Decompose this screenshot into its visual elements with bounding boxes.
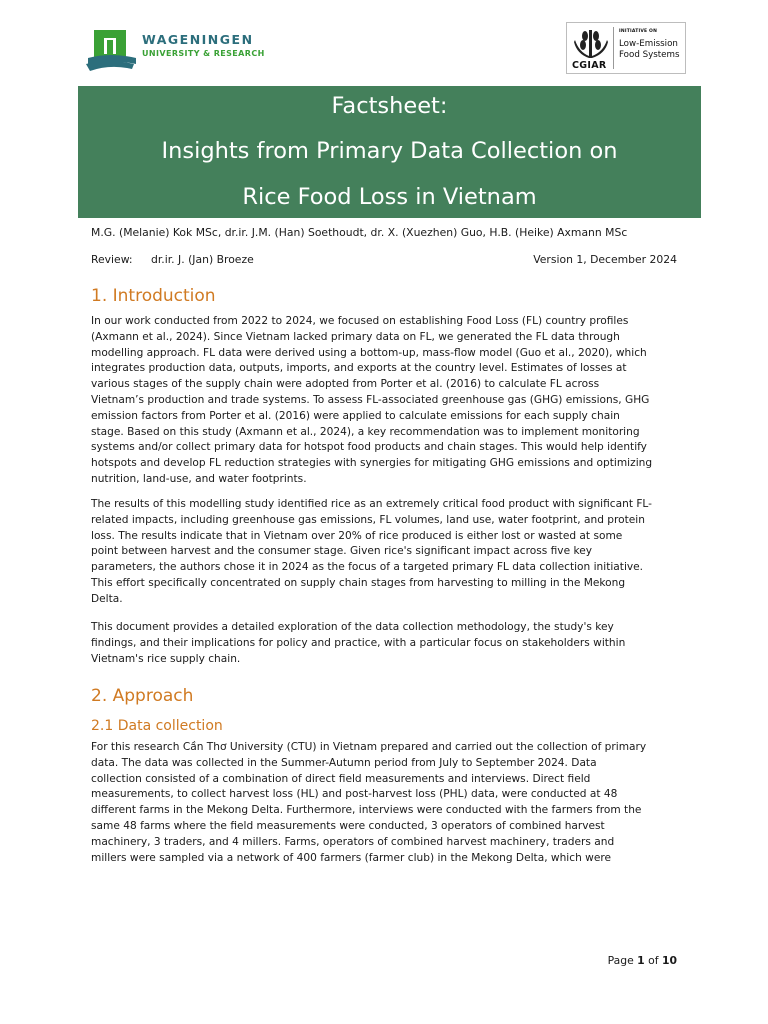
text-line: integrates production data, outputs, imports, and exports at the country level. Estimates of losses at <box>91 362 627 375</box>
intro-paragraph-2 <box>91 497 681 608</box>
text-line: hotspots and develop FL reduction strategies with synergies for mitigating GHG emissions and optimizing <box>91 457 653 470</box>
text-line: millers were sampled via a network of 400 farmers (farmer club) in the Mekong Delta, which were <box>91 851 611 864</box>
text-line: Vietnam’s production and trade systems. To assess FL-associated greenhouse gas (GHG) emissions, GHG <box>91 393 650 406</box>
wur-name: WAGENINGEN <box>142 32 254 47</box>
text-line: emission factors from Porter et al. (2016) were applied to calculate emissions for each supply chain <box>91 409 620 422</box>
page-footer <box>560 954 677 967</box>
text-line: The results of this modelling study identified rice as an extremely critical food product with significant FL- <box>91 498 652 510</box>
initiative-name: Low-Emission Food Systems <box>619 39 680 60</box>
reviewer-name: dr.ir. J. (Jan) Broeze <box>151 253 254 266</box>
page-total: 10 <box>661 954 677 967</box>
text-line: same 48 farms where the field measurements were conducted, 3 operators of combined harvest <box>91 819 605 832</box>
text-line: stage. Based on this study (Axmann et al., 2024), a key recommendation was to implement monitoring <box>91 425 640 438</box>
text-line: data. The data was collected in the Summer-Autumn period from July to September 2024. Data <box>91 756 597 769</box>
data-collection-paragraph <box>91 740 681 866</box>
text-line: parameters, the authors chose it in 2024 as the focus of a targeted primary FL data collection initiative. <box>91 561 644 574</box>
wur-subtitle: UNIVERSITY & RESEARCH <box>142 49 265 58</box>
page-number: 1 <box>637 954 645 967</box>
text-line: This document provides a detailed exploration of the data collection methodology, the study's key <box>91 621 614 633</box>
banner-title-line-3: Rice Food Loss in Vietnam <box>242 184 537 210</box>
cgiar-wheat-icon <box>571 26 611 60</box>
version-text: Version 1, December 2024 <box>533 253 677 266</box>
review-row <box>91 253 677 269</box>
wur-emblem-icon <box>86 28 140 72</box>
authors-line: M.G. (Melanie) Kok MSc, dr.ir. J.M. (Han) Soethoudt, dr. X. (Xuezhen) Guo, H.B. (Heike) Axmann MSc <box>91 226 628 239</box>
text-line: machinery, 3 traders, and 4 millers. Farms, operators of combined harvest machinery, traders and <box>91 835 615 848</box>
banner-title-line-2: Insights from Primary Data Collection on <box>161 138 618 164</box>
text-line: In our work conducted from 2022 to 2024, we focused on establishing Food Loss (FL) country profiles <box>91 315 629 327</box>
text-line: For this research Cần Thơ University (CTU) in Vietnam prepared and carried out the collection of primary <box>91 741 647 753</box>
text-line: related impacts, including greenhouse gas emissions, FL volumes, land use, water footprint, and protein <box>91 513 645 526</box>
text-line: measurements, to collect harvest loss (HL) and post-harvest loss (PHL) data, were conducted at 48 <box>91 788 618 801</box>
data-collection-heading: 2.1 Data collection <box>91 718 223 734</box>
intro-paragraph-1 <box>91 314 681 488</box>
text-line: (Axmann et al., 2024). Since Vietnam lacked primary data on FL, we generated the FL data through <box>91 330 620 343</box>
cgiar-logo <box>566 22 686 74</box>
text-line: collection consisted of a combination of direct field measurements and interviews. Direct field <box>91 772 591 785</box>
text-line: This effort specifically concentrated on supply chain stages from harvesting to milling in the Mekong <box>91 576 626 589</box>
text-line: nutrition, land-use, and water footprints. <box>91 472 307 485</box>
text-line: various stages of the supply chain were adopted from Porter et al. (2016) to calculate FL across <box>91 378 600 391</box>
intro-paragraph-3 <box>91 620 681 667</box>
text-line: different farms in the Mekong Delta. Furthermore, interviews were conducted with the farmers from the <box>91 804 642 817</box>
logo-divider <box>613 27 614 69</box>
text-line: modelling approach. FL data were derived using a bottom-up, mass-flow model (Guo et al., 2020), which <box>91 346 647 359</box>
of-word: of <box>648 954 659 967</box>
wur-logo <box>86 28 276 72</box>
text-line: Vietnam's rice supply chain. <box>91 652 241 665</box>
cgiar-wordmark: CGIAR <box>572 60 607 71</box>
review-label: Review: <box>91 253 133 266</box>
approach-heading: 2. Approach <box>91 686 194 706</box>
text-line: point between harvest and the consumer stage. Given rice's significant impact across five key <box>91 545 593 558</box>
text-line: loss. The results indicate that in Vietnam over 20% of rice produced is either lost or wasted at some <box>91 529 623 542</box>
initiative-label: INITIATIVE ON <box>619 29 658 34</box>
intro-heading: 1. Introduction <box>91 286 216 306</box>
text-line: systems and/or collect primary data for hotspot food products and chain stages. This would help identify <box>91 441 647 454</box>
text-line: findings, and their implications for policy and practice, with a particular focus on stakeholders within <box>91 636 626 649</box>
text-line: Delta. <box>91 592 123 605</box>
page-word: Page <box>607 954 634 967</box>
banner-title-line-1: Factsheet: <box>331 93 448 119</box>
